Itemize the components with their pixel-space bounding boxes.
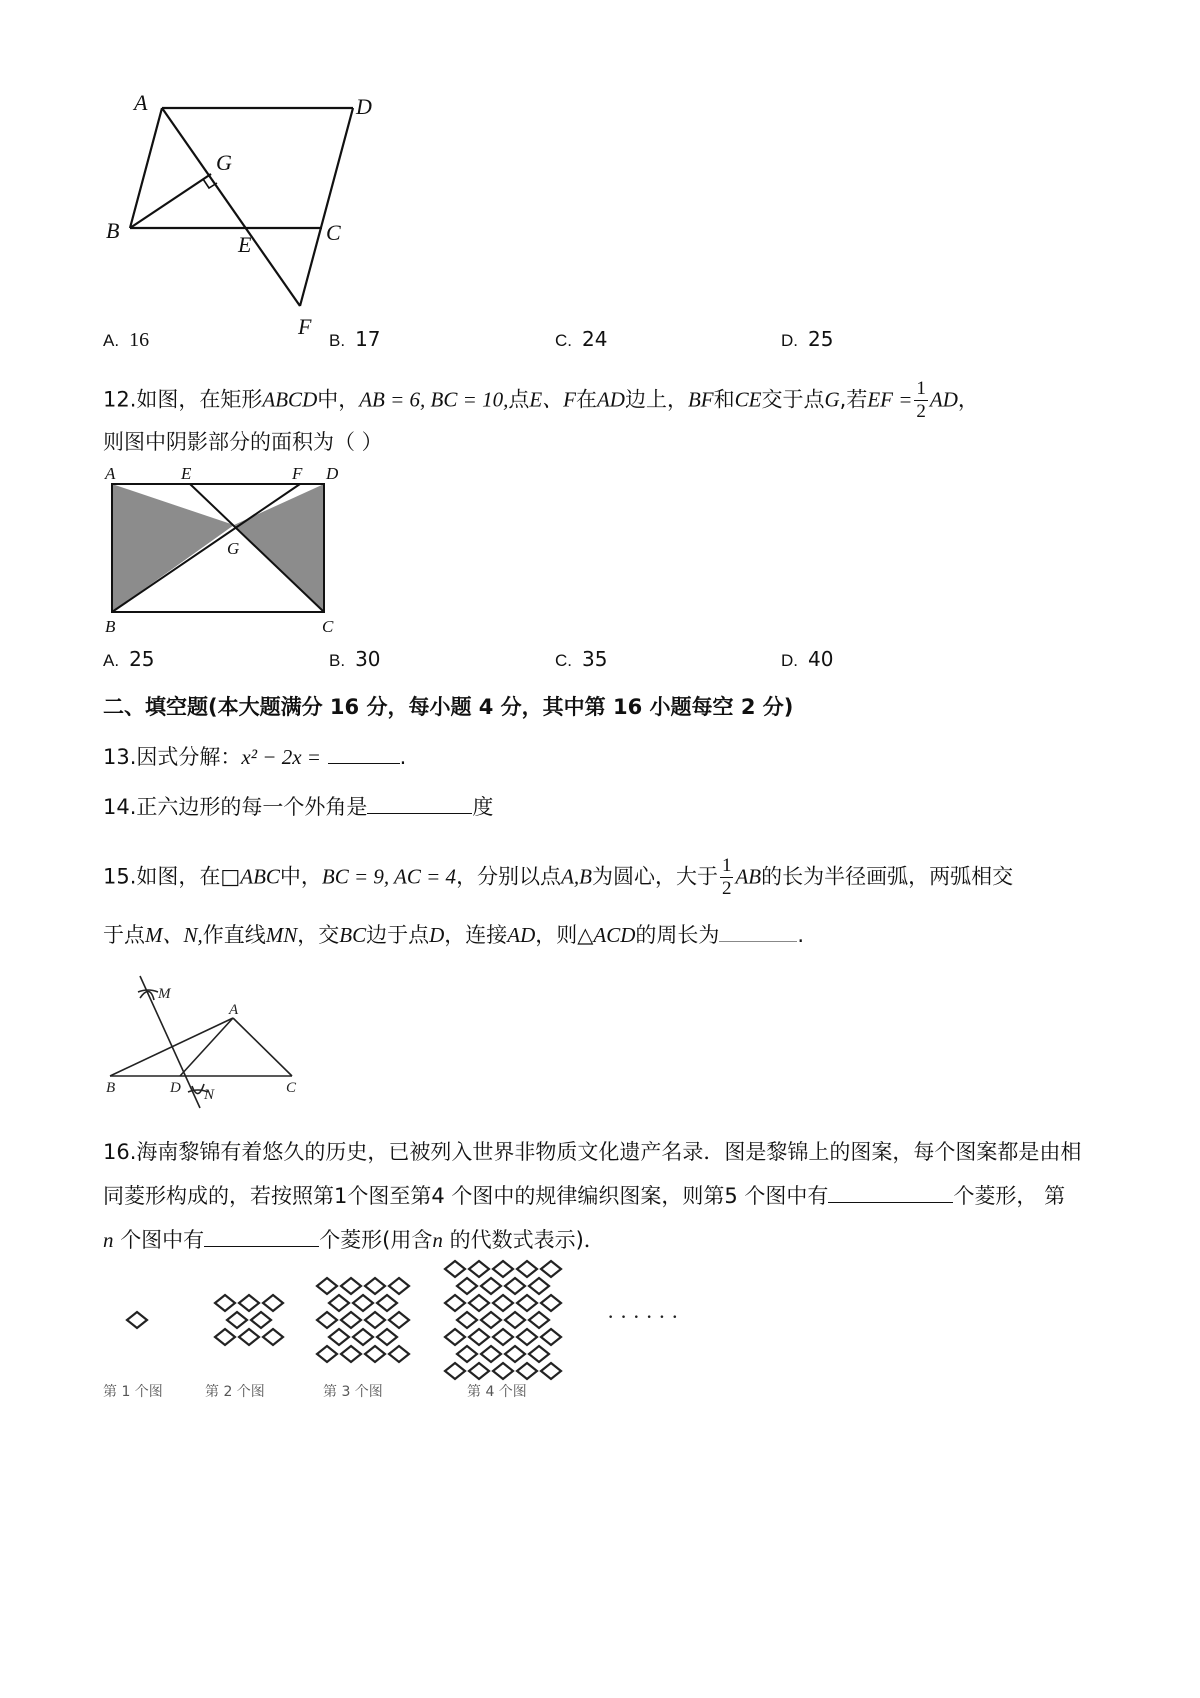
q11-label-b: B: [106, 218, 120, 243]
q16-caption-3: 第 3 个图: [323, 1384, 383, 1400]
rhombus: [505, 1312, 525, 1328]
q14-question: 14.正六边形的每一个外角是 度: [103, 795, 494, 819]
rhombus: [377, 1329, 397, 1345]
q16-question-line3: n 个图中有 个菱形(用含n 的代数式表示)．: [103, 1228, 605, 1252]
rhombus: [317, 1346, 337, 1362]
rhombus: [377, 1295, 397, 1311]
rhombus: [317, 1278, 337, 1294]
q15-label-m: M: [158, 986, 171, 1002]
rhombus: [353, 1329, 373, 1345]
rhombus: [481, 1346, 501, 1362]
rhombus: [239, 1329, 259, 1345]
q15-label-d: D: [170, 1080, 181, 1096]
q11-option-a: A. 16: [103, 329, 150, 351]
q16-answer-blank-2[interactable]: [204, 1226, 319, 1247]
rhombus: [239, 1295, 259, 1311]
rhombus: [389, 1278, 409, 1294]
rhombus: [329, 1295, 349, 1311]
q16-question-line2: 同菱形构成的，若按照第1个图至第4 个图中的规律编织图案，则第5 个图中有 个菱形， 第: [103, 1184, 1066, 1208]
rhombus: [365, 1312, 385, 1328]
q11-label-c: C: [326, 220, 341, 245]
rhombus: [541, 1295, 561, 1311]
rhombus: [457, 1278, 477, 1294]
rhombus: [493, 1329, 513, 1345]
rhombus: [317, 1312, 337, 1328]
rhombus: [457, 1346, 477, 1362]
q15-question-line1: 15.如图，在□ABC中，BC = 9, AC = 4，分别以点A,B为圆心，大于 $\frac{1}{2}$ AB的长为半径画弧，两弧相交: [103, 855, 1014, 899]
rhombus: [457, 1312, 477, 1328]
q12-option-d: D. 40: [781, 647, 834, 671]
rhombus: [505, 1278, 525, 1294]
q11-label-g: G: [216, 150, 232, 175]
q12-question-line2: 则图中阴影部分的面积为（ ）: [103, 430, 383, 454]
rhombus: [251, 1312, 271, 1328]
rhombus: [517, 1261, 537, 1277]
rhombus: [127, 1312, 147, 1328]
rhombus: [215, 1295, 235, 1311]
q15-label-c: C: [286, 1080, 297, 1096]
rhombus: [389, 1346, 409, 1362]
q11-option-c: C. 24: [555, 327, 608, 351]
q12-label-g: G: [227, 539, 240, 558]
rhombus: [493, 1295, 513, 1311]
rhombus: [341, 1312, 361, 1328]
rhombus: [541, 1261, 561, 1277]
q12-label-c: C: [322, 617, 334, 636]
q12-figure: [100, 462, 350, 642]
q12-fraction: $\frac{1}{2}$: [916, 378, 926, 422]
q12-label-a: A: [105, 464, 116, 483]
rhombus: [481, 1312, 501, 1328]
q15-label-n: N: [204, 1087, 215, 1103]
rhombus: [445, 1329, 465, 1345]
q12-label-f: F: [292, 464, 303, 483]
q12-label-b: B: [105, 617, 116, 636]
rhombus: [493, 1261, 513, 1277]
rhombus: [365, 1278, 385, 1294]
q12-option-a: A. 25: [103, 647, 155, 671]
q16-caption-4: 第 4 个图: [467, 1384, 527, 1400]
q11-label-f: F: [298, 314, 312, 339]
rhombus: [263, 1329, 283, 1345]
rhombus: [215, 1329, 235, 1345]
q12-label-e: E: [181, 464, 192, 483]
q15-figure: [100, 968, 310, 1118]
q13-question: 13.因式分解：x² − 2x = .: [103, 745, 407, 769]
rhombus: [517, 1295, 537, 1311]
q12-option-b: B. 30: [329, 647, 381, 671]
rhombus: [529, 1278, 549, 1294]
q13-answer-blank[interactable]: [328, 743, 400, 764]
rhombus: [341, 1346, 361, 1362]
rhombus: [529, 1312, 549, 1328]
q11-option-d: D. 25: [781, 327, 834, 351]
q11-figure: [100, 90, 420, 350]
rhombus: [353, 1295, 373, 1311]
rhombus: [227, 1312, 247, 1328]
rhombus: [469, 1261, 489, 1277]
rhombus: [365, 1346, 385, 1362]
rhombus: [517, 1363, 537, 1379]
q11-label-d: D: [356, 94, 372, 119]
rhombus: [541, 1363, 561, 1379]
q12-option-c: C. 35: [555, 647, 608, 671]
rhombus: [445, 1363, 465, 1379]
rhombus: [329, 1329, 349, 1345]
q16-pattern-figure: [95, 1258, 715, 1408]
section-heading: 二、填空题(本大题满分 16 分，每小题 4 分，其中第 16 小题每空 2 分): [103, 695, 794, 719]
q12-question-line1: 12.如图，在矩形ABCD中，AB = 6, BC = 10,点E、F在AD边上，BF和CE交于点G,若EF = $\frac{1}{2}$ AD，: [103, 378, 979, 422]
rhombus: [389, 1312, 409, 1328]
q12-label-d: D: [326, 464, 339, 483]
rhombus: [341, 1278, 361, 1294]
q15-label-a: A: [229, 1002, 239, 1018]
q15-fraction: $\frac{1}{2}$: [721, 855, 732, 899]
q15-answer-blank[interactable]: [719, 921, 797, 942]
q16-caption-2: 第 2 个图: [205, 1384, 265, 1400]
rhombus: [445, 1295, 465, 1311]
q15-question-line2: 于点M、N,作直线MN，交BC边于点D，连接AD，则△ACD的周长为 .: [103, 923, 805, 947]
q15-label-b: B: [106, 1080, 116, 1096]
q14-answer-blank[interactable]: [367, 793, 472, 814]
q11-option-b: B. 17: [329, 327, 381, 351]
q16-answer-blank-1[interactable]: [828, 1182, 953, 1203]
rhombus: [445, 1261, 465, 1277]
rhombus: [469, 1329, 489, 1345]
q16-question-line1: 16.海南黎锦有着悠久的历史，已被列入世界非物质文化遗产名录．图是黎锦上的图案，每个图案都是由相: [103, 1140, 1082, 1164]
rhombus: [517, 1329, 537, 1345]
rhombus: [469, 1295, 489, 1311]
rhombus: [263, 1295, 283, 1311]
q11-label-e: E: [238, 232, 252, 257]
rhombus: [529, 1346, 549, 1362]
rhombus: [493, 1363, 513, 1379]
rhombus: [541, 1329, 561, 1345]
q16-dots: · · · · · ·: [607, 1304, 679, 1329]
q16-caption-1: 第 1 个图: [103, 1384, 163, 1400]
rhombus: [469, 1363, 489, 1379]
rhombus: [481, 1278, 501, 1294]
q11-label-a: A: [134, 90, 148, 115]
rhombus: [505, 1346, 525, 1362]
